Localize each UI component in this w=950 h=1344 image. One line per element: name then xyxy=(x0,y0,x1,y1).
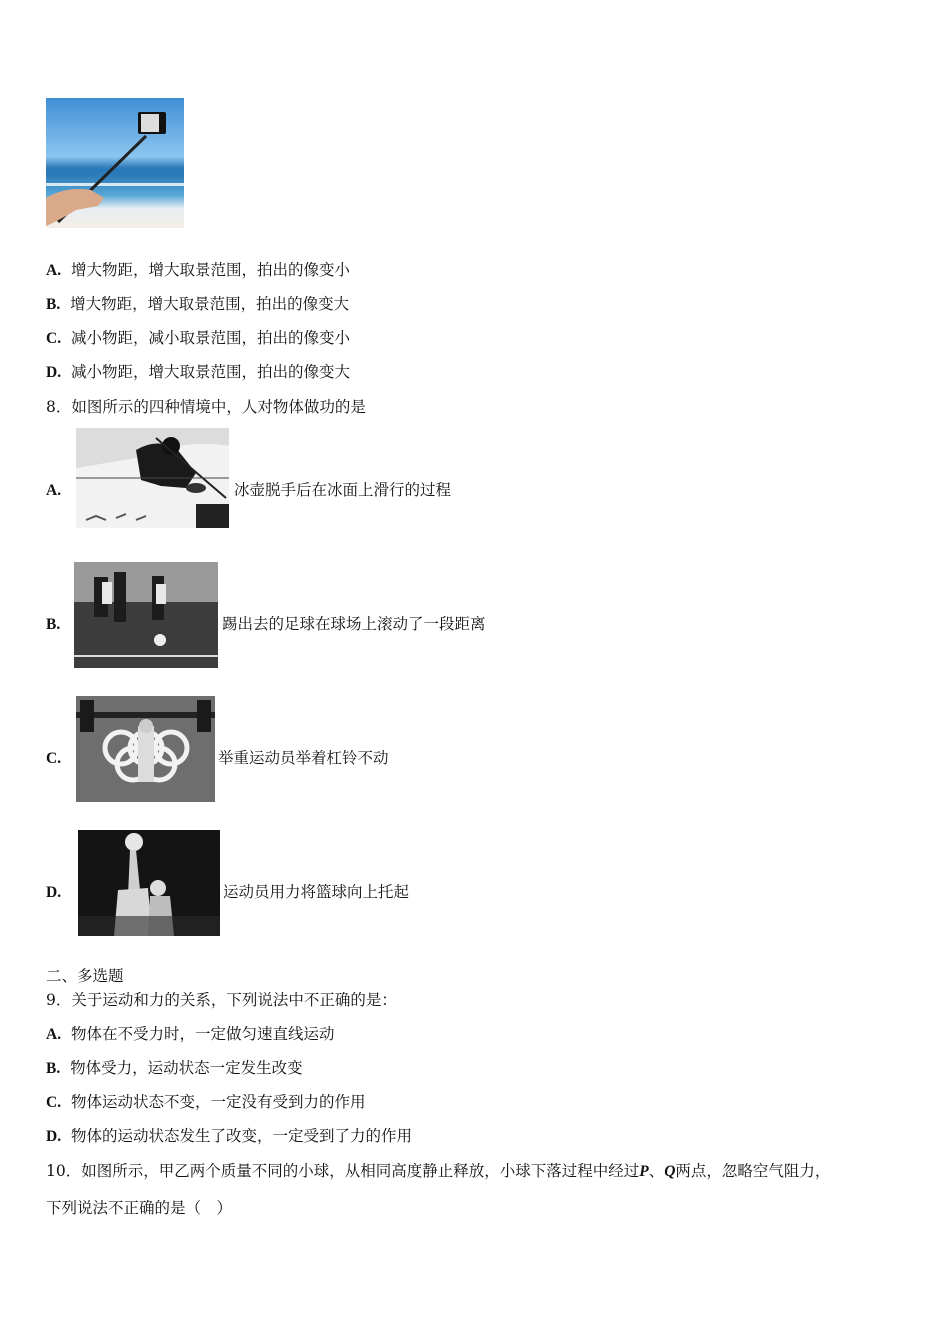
q8-option-d-label: D. xyxy=(46,884,62,901)
q8-option-a-label: A. xyxy=(46,482,62,499)
q9-stem: 9．关于运动和力的关系，下列说法中不正确的是： xyxy=(46,991,397,1009)
q10-stem-line2: 下列说法不正确的是（ ） xyxy=(46,1199,233,1217)
q8-option-a-text: 冰壶脱手后在冰面上滑行的过程 xyxy=(234,481,452,499)
q9-option-a: A. 物体在不受力时，一定做匀速直线运动 xyxy=(46,1025,335,1043)
q7-option-b: B. 增大物距，增大取景范围，拍出的像变大 xyxy=(46,295,350,313)
q7-option-c: C. 减小物距，减小取景范围，拍出的像变小 xyxy=(46,329,350,347)
q8-option-b-label: B. xyxy=(46,616,61,633)
q9-option-d: D. 物体的运动状态发生了改变，一定受到了力的作用 xyxy=(46,1127,412,1145)
q8-option-d-text: 运动员用力将篮球向上托起 xyxy=(223,883,410,901)
q8-option-b-text: 踢出去的足球在球场上滚动了一段距离 xyxy=(222,615,486,633)
q9-option-c: C. 物体运动状态不变，一定没有受到力的作用 xyxy=(46,1093,366,1111)
q7-option-a: A. 增大物距，增大取景范围，拍出的像变小 xyxy=(46,261,350,279)
q9-option-b: B. 物体受力，运动状态一定发生改变 xyxy=(46,1059,303,1077)
section-title: 二、多选题 xyxy=(46,967,124,985)
q10-stem-line1: 10．如图所示，甲乙两个质量不同的小球，从相同高度静止释放，小球下落过程中经过P、Q两点，忽略空气阻力， xyxy=(46,1162,831,1180)
curling-image xyxy=(76,428,229,528)
selfie-stick-image xyxy=(46,98,184,228)
q8-option-c-text: 举重运动员举着杠铃不动 xyxy=(218,749,389,767)
q7-option-d: D. 减小物距，增大取景范围，拍出的像变大 xyxy=(46,363,350,381)
football-image xyxy=(74,562,218,668)
q8-option-c-label: C. xyxy=(46,750,62,767)
basketball-image xyxy=(78,830,220,936)
q8-stem: 8．如图所示的四种情境中，人对物体做功的是 xyxy=(46,398,366,416)
weightlifting-image xyxy=(76,696,215,802)
